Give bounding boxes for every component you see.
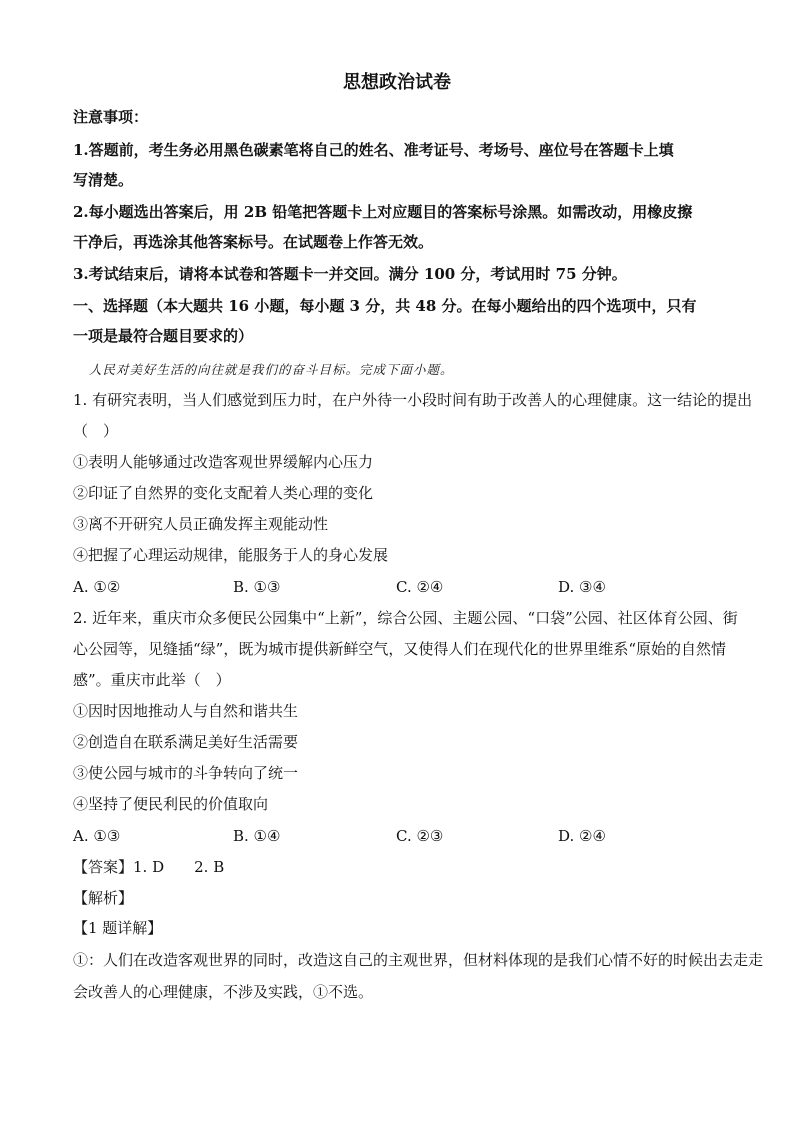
q1-option-b: B. ①③ (233, 578, 281, 596)
notice-header: 注意事项： (73, 108, 149, 126)
section-heading-line-2: 一项是最符合题目要求的） (73, 327, 254, 345)
q2-option-d: D. ②④ (558, 827, 606, 845)
section-intro: 人民对美好生活的向往就是我们的奋斗目标。完成下面小题。 (89, 362, 454, 377)
q2-statement-2: ②创造自在联系满足美好生活需要 (73, 733, 299, 751)
q2-stem-line-3: 感”。重庆市此举（ ） (73, 671, 231, 689)
q1-option-a: A. ①② (73, 578, 121, 596)
section-heading-line-1: 一、选择题（本大题共 16 小题，每小题 3 分，共 48 分。在每小题给出的四个选项中，只有 (73, 297, 697, 315)
q1-statement-1: ①表明人能够通过改造客观世界缓解内心压力 (73, 453, 374, 471)
q1-statement-3: ③离不开研究人员正确发挥主观能动性 (73, 515, 329, 533)
notice-item-1-line-1: 1.答题前，考生务必用黑色碳素笔将自己的姓名、准考证号、考场号、座位号在答题卡上填 (73, 141, 674, 159)
q1-statement-4: ④把握了心理运动规律，能服务于人的身心发展 (73, 546, 389, 564)
q2-statement-4: ④坚持了便民利民的价值取向 (73, 795, 269, 813)
analysis-label: 【解析】 (73, 889, 134, 907)
notice-item-1-line-2: 写清楚。 (73, 171, 134, 189)
q1-stem-line-2: （ ） (73, 422, 119, 440)
notice-item-3: 3.考试结束后，请将本试卷和答题卡一并交回。满分 100 分，考试用时 75 分钟。 (73, 265, 627, 283)
notice-item-2-line-2: 干净后，再选涂其他答案标号。在试题卷上作答无效。 (73, 233, 434, 251)
q2-statement-1: ①因时因地推动人与自然和谐共生 (73, 702, 299, 720)
q2-option-a: A. ①③ (73, 827, 121, 845)
answer-line (73, 857, 224, 877)
answer-label: 【答案】 (73, 858, 134, 876)
q2-statement-3: ③使公园与城市的斗争转向了统一 (73, 764, 299, 782)
analysis-paragraph-1-line-2: 会改善人的心理健康，不涉及实践，①不选。 (73, 983, 374, 1001)
q1-stem-line-1: 1. 有研究表明，当人们感觉到压力时，在户外待一小段时间有助于改善人的心理健康。这一结论的提出 (73, 391, 753, 409)
q1-option-c: C. ②④ (396, 578, 444, 596)
q1-detail-label: 【1 题详解】 (73, 919, 163, 937)
q2-stem-line-1: 2. 近年来，重庆市众多便民公园集中“上新”，综合公园、主题公园、“口袋”公园、社区体育公园、街 (73, 609, 738, 627)
notice-item-2-line-1: 2.每小题选出答案后，用 2B 铅笔把答题卡上对应题目的答案标号涂黑。如需改动，用橡皮擦 (73, 203, 693, 221)
q1-statement-2: ②印证了自然界的变化支配着人类心理的变化 (73, 484, 374, 502)
answer-text: 1. D 2. B (133, 858, 225, 876)
q2-stem-line-2: 心公园等，见缝插“绿”，既为城市提供新鲜空气，又使得人们在现代化的世界里维系“原始的自然情 (73, 640, 727, 658)
analysis-paragraph-1-line-1: ①：人们在改造客观世界的同时，改造这自己的主观世界，但材料体现的是我们心情不好的时候出去走走 (73, 951, 764, 969)
q2-option-c: C. ②③ (396, 827, 444, 845)
q2-option-b: B. ①④ (233, 827, 281, 845)
q1-option-d: D. ③④ (558, 578, 606, 596)
page-title: 思想政治试卷 (343, 72, 451, 93)
